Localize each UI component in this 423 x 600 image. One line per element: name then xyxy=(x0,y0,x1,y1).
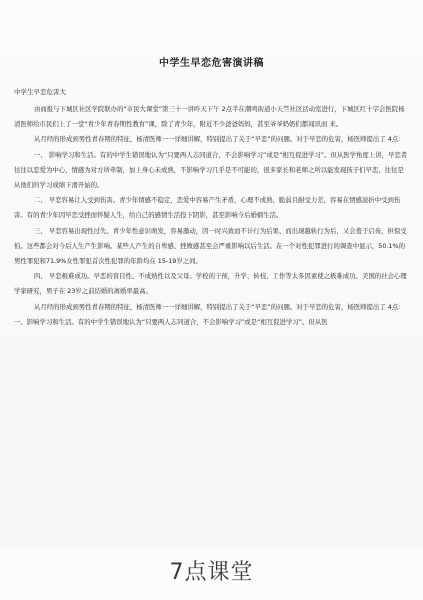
paragraph-point-3: 三、 早恋容易出现性过失。青少年性意识萌发，容易激动，因一时兴致而不计行为后果、而出现越轨行为后，又会羞于启齿，担惊受怕。这些都会对今后人生产生影响。某些人产生的自卑感、挫败感甚至会严重影响以后生活。在一个对性犯罪进行的调查中显示，50.1%的男性罪犯和71.9%女性罪犯首次性犯罪的年龄均在 15-19岁之间。 xyxy=(14,226,407,266)
paragraph-point-2: 二、 早恋容易让人受到伤害。青少年情感不稳定，恋爱中容易产生矛盾，心理不成熟、脆弱且耐受力差，容易在情感波折中受到伤害。有的青少年因早恋受挫而怀疑人生，给自己的感情生活投下阴影，甚至影响今后婚姻生活。 xyxy=(14,196,401,220)
paragraph-overview: 从月经的形成到男性青春期的特征，杨清医师一一详细讲解，特别提出了关于“早恋”的问题。对于早恋的危害，杨医师提出了 4点： xyxy=(34,135,405,144)
document-title: 中学生早恋危害演讲稿 xyxy=(159,58,264,69)
paragraph-point-4: 四、 早恋极难成功。早恋的盲目性、不成熟性以及父母、学校的干预，升学、转校、工作等太多因素使之极难成功。美国的社会心理学家研究，男子在 23岁之前结婚的离婚率最高。 xyxy=(14,272,407,296)
document-subtitle: 中学生早恋危害大 xyxy=(14,88,66,96)
paragraph-intro: 由商报与下城区社区学院联办的“市民大课堂”第三十一讲昨天下午 2点半在潮鸣街道小天竺社区活动室进行，下城区红十字会医院杨清医师给市民们上了一堂“青少年青春期性教育”课，除了青少年，附近不少爸爸妈妈，甚至爷爷奶奶们都闻讯而 来。 xyxy=(14,105,405,129)
paragraph-repeat: 从月经的形成到男性青春期的特征，杨清医师一一详细讲解，特别提出了关于“早恋”的问题。对于早恋的危害，杨医师提出了 4点：一、影响学习和生活。有的中学生错误地认为“只要两人志同道合，不会影响学习”或是“相互促进学习”。但从医 xyxy=(14,302,405,326)
paragraph-point-1: 一、 影响学习和生活。有的中学生错误地认为“只要两人志同道合，不会影响学习”或是“相互促进学习”。但从医学角度上讲，早恋者往往以恋爱为中心，情感为对方所牵制，加上身心未成熟，不影响学习几乎是不可能的，很多家长和老师之所以能发现孩子们早恋，往往是从他们的学习成绩下滑开始的。 xyxy=(14,150,408,190)
watermark-caption: 7点课堂 xyxy=(169,560,254,585)
